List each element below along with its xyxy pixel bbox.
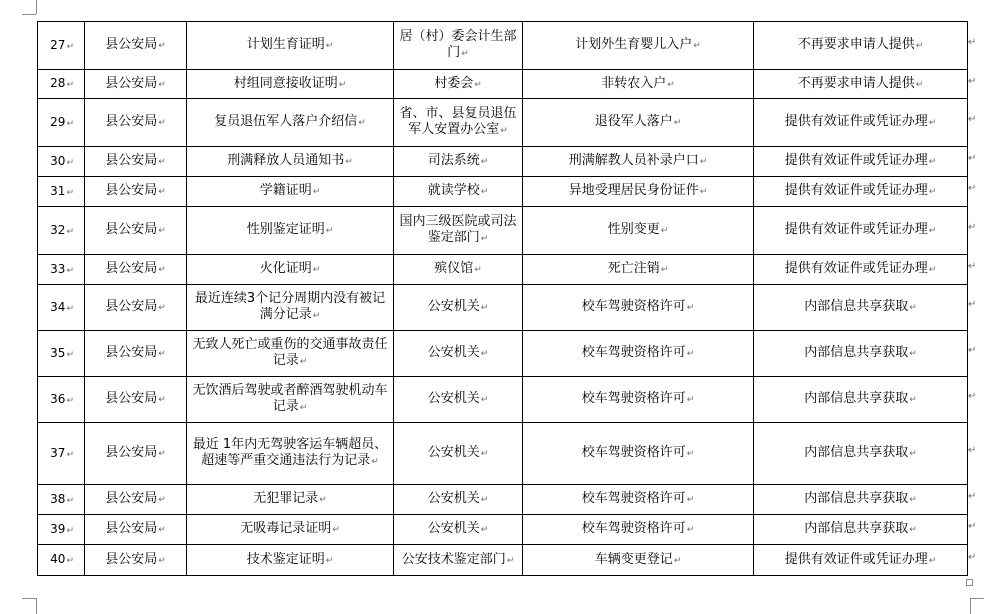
row-number-text: 30 (50, 153, 66, 168)
paragraph-mark: ↵ (66, 118, 74, 129)
department-text: 县公安局 (105, 153, 158, 168)
row-number-cell[interactable] (38, 147, 85, 177)
row-end-mark: ↵ (968, 552, 977, 563)
table-row (38, 331, 968, 377)
handling-method-cell[interactable] (754, 255, 968, 285)
material-cell[interactable] (187, 331, 394, 377)
paragraph-mark: ↵ (909, 349, 917, 359)
row-number-text: 40 (50, 552, 66, 566)
issuer-cell[interactable] (394, 423, 523, 485)
row-number-cell[interactable] (38, 485, 85, 515)
material-text: 性别鉴定证明 (246, 222, 325, 237)
paragraph-mark: ↵ (673, 555, 682, 566)
row-end-mark: ↵ (968, 345, 977, 356)
issuer-cell[interactable] (394, 255, 523, 285)
paragraph-mark: ↵ (158, 187, 166, 197)
handling-method-text: 内部信息共享获取 (804, 445, 909, 460)
service-item-cell[interactable] (523, 331, 754, 377)
paragraph-mark: ↵ (158, 226, 166, 236)
row-number-cell[interactable] (38, 255, 85, 285)
paragraph-mark: ↵ (299, 403, 308, 413)
service-item-text: 校车驾驶资格许可 (581, 345, 686, 360)
department-cell[interactable] (85, 331, 187, 377)
row-number-cell[interactable] (38, 177, 85, 207)
paragraph-mark: ↵ (66, 449, 74, 460)
handling-method-cell[interactable] (754, 331, 968, 377)
service-item-text: 退役军人落户 (594, 114, 673, 129)
issuer-text: 公安机关 (427, 445, 480, 460)
row-number-cell[interactable] (38, 99, 85, 147)
material-cell[interactable] (187, 377, 394, 423)
service-item-text: 性别变更 (607, 222, 660, 237)
paragraph-mark: ↵ (480, 157, 489, 167)
material-cell[interactable] (187, 207, 394, 255)
department-text: 县公安局 (105, 299, 158, 314)
paragraph-mark: ↵ (909, 303, 917, 313)
department-cell[interactable] (85, 70, 187, 99)
paragraph-mark: ↵ (928, 187, 937, 197)
issuer-text: 公安机关 (427, 391, 480, 406)
handling-method-text: 不再要求申请人提供 (797, 37, 915, 52)
row-number-cell[interactable] (38, 377, 85, 423)
paragraph-mark: ↵ (158, 395, 166, 405)
row-end-mark: ↵ (968, 37, 977, 48)
paragraph-mark: ↵ (371, 457, 379, 467)
paragraph-mark: ↵ (506, 555, 515, 566)
department-cell[interactable] (85, 22, 187, 70)
table-resize-handle[interactable] (966, 579, 973, 586)
row-end-mark: ↵ (968, 261, 977, 272)
handling-method-cell[interactable] (754, 70, 968, 99)
paragraph-mark: ↵ (158, 157, 166, 167)
department-cell[interactable] (85, 255, 187, 285)
handling-method-text: 提供有效证件或凭证办理 (784, 153, 928, 168)
material-text: 无吸毒记录证明 (240, 521, 332, 536)
paragraph-mark: ↵ (693, 41, 701, 51)
issuer-cell[interactable] (394, 207, 523, 255)
row-end-mark: ↵ (968, 114, 977, 125)
material-cell[interactable] (187, 70, 394, 99)
material-text: 技术鉴定证明 (246, 551, 325, 567)
table-row (38, 99, 968, 147)
issuer-text: 司法系统 (427, 153, 480, 168)
service-item-cell[interactable] (523, 99, 754, 147)
row-end-mark: ↵ (968, 299, 977, 310)
service-item-cell[interactable] (523, 177, 754, 207)
table-row (38, 515, 968, 545)
department-cell[interactable] (85, 377, 187, 423)
row-number-cell[interactable] (38, 331, 85, 377)
paragraph-mark: ↵ (312, 265, 321, 275)
material-cell[interactable] (187, 423, 394, 485)
row-number-text: 39 (50, 521, 66, 536)
row-number-text: 38 (50, 491, 66, 506)
paragraph-mark: ↵ (928, 118, 937, 128)
service-item-text: 死亡注销 (607, 261, 660, 276)
handling-method-text: 内部信息共享获取 (804, 521, 909, 536)
service-item-cell[interactable] (523, 147, 754, 177)
handling-method-text: 内部信息共享获取 (804, 299, 909, 314)
row-number-text: 29 (50, 114, 66, 129)
issuer-text: 公安机关 (427, 299, 480, 314)
paragraph-mark: ↵ (158, 495, 166, 505)
service-item-text: 校车驾驶资格许可 (581, 445, 686, 460)
paragraph-mark: ↵ (66, 495, 74, 506)
handling-method-text: 提供有效证件或凭证办理 (784, 222, 928, 237)
table-row (38, 22, 968, 70)
issuer-cell[interactable] (394, 99, 523, 147)
row-end-mark: ↵ (968, 183, 977, 194)
row-number-text: 35 (50, 345, 66, 360)
department-text: 县公安局 (105, 183, 158, 198)
paragraph-mark: ↵ (928, 226, 937, 236)
service-item-text: 校车驾驶资格许可 (581, 521, 686, 536)
table-row (38, 285, 968, 331)
handling-method-text: 内部信息共享获取 (804, 491, 909, 506)
row-end-mark: ↵ (968, 222, 977, 233)
handling-method-cell[interactable] (754, 545, 968, 576)
paragraph-mark: ↵ (158, 303, 166, 313)
row-end-mark: ↵ (968, 391, 977, 402)
paragraph-mark: ↵ (480, 234, 489, 244)
service-item-text: 校车驾驶资格许可 (581, 491, 686, 506)
department-cell[interactable] (85, 485, 187, 515)
crop-mark-top-left (22, 14, 36, 15)
paragraph-mark: ↵ (66, 395, 74, 406)
issuer-text: 就读学校 (427, 183, 480, 198)
material-text: 刑满释放人员通知书 (227, 153, 345, 168)
department-text: 县公安局 (105, 391, 158, 406)
paragraph-mark: ↵ (480, 495, 489, 505)
paragraph-mark: ↵ (480, 525, 489, 535)
paragraph-mark: ↵ (66, 525, 74, 536)
paragraph-mark: ↵ (66, 556, 74, 566)
paragraph-mark: ↵ (686, 495, 695, 505)
paragraph-mark: ↵ (66, 265, 74, 276)
paragraph-mark: ↵ (319, 495, 327, 505)
material-cell[interactable] (187, 515, 394, 545)
paragraph-mark: ↵ (673, 118, 682, 128)
issuer-text: 国内三级医院或司法鉴定部门 (399, 214, 517, 245)
table-row (38, 377, 968, 423)
paragraph-mark: ↵ (928, 555, 937, 566)
service-item-text: 刑满解教人员补录户口 (568, 153, 699, 168)
paragraph-mark: ↵ (686, 349, 695, 359)
paragraph-mark: ↵ (158, 555, 166, 566)
material-text: 火化证明 (259, 261, 312, 276)
paragraph-mark: ↵ (299, 357, 308, 367)
table-row (38, 255, 968, 285)
department-cell[interactable] (85, 147, 187, 177)
paragraph-mark: ↵ (325, 555, 334, 566)
paragraph-mark: ↵ (158, 118, 166, 128)
row-number-text: 36 (50, 391, 66, 406)
row-number-cell[interactable] (38, 515, 85, 545)
crop-mark-bottom-right (970, 598, 984, 599)
paragraph-mark: ↵ (158, 79, 166, 90)
service-item-cell[interactable] (523, 485, 754, 515)
department-cell[interactable] (85, 423, 187, 485)
handling-method-cell[interactable] (754, 285, 968, 331)
table-row (38, 485, 968, 515)
department-text: 县公安局 (105, 222, 158, 237)
paragraph-mark: ↵ (480, 187, 489, 197)
paragraph-mark: ↵ (66, 349, 74, 360)
issuer-text: 省、市、县复员退伍军人安置办公室 (399, 106, 517, 137)
paragraph-mark: ↵ (480, 449, 489, 459)
handling-method-cell[interactable] (754, 423, 968, 485)
paragraph-mark: ↵ (461, 49, 469, 59)
row-number-text: 31 (50, 183, 66, 198)
material-cell[interactable] (187, 545, 394, 576)
material-cell[interactable] (187, 177, 394, 207)
material-text: 无犯罪记录 (253, 491, 319, 506)
row-number-cell[interactable] (38, 423, 85, 485)
handling-method-text: 内部信息共享获取 (804, 345, 909, 360)
service-item-text: 校车驾驶资格许可 (581, 299, 686, 314)
issuer-cell[interactable] (394, 485, 523, 515)
department-text: 县公安局 (105, 345, 158, 360)
department-text: 县公安局 (105, 37, 158, 52)
paragraph-mark: ↵ (686, 303, 695, 313)
paragraph-mark: ↵ (345, 157, 353, 167)
department-text: 县公安局 (105, 521, 158, 536)
crop-mark-top-left (36, 0, 37, 14)
row-number-text: 27 (50, 37, 66, 52)
material-cell[interactable] (187, 255, 394, 285)
service-item-text: 异地受理居民身份证件 (568, 183, 699, 198)
department-text: 县公安局 (105, 491, 158, 506)
paragraph-mark: ↵ (66, 80, 74, 90)
table-row (38, 207, 968, 255)
paragraph-mark: ↵ (474, 265, 482, 275)
handling-method-text: 提供有效证件或凭证办理 (784, 551, 928, 567)
table-row (38, 545, 968, 576)
issuer-cell[interactable] (394, 22, 523, 70)
issuer-cell[interactable] (394, 515, 523, 545)
service-item-cell[interactable] (523, 377, 754, 423)
department-cell[interactable] (85, 285, 187, 331)
paragraph-mark: ↵ (66, 187, 74, 198)
service-item-text: 非转农入户 (601, 75, 667, 91)
row-number-text: 28 (50, 76, 66, 90)
paragraph-mark: ↵ (909, 449, 917, 459)
department-text: 县公安局 (105, 75, 158, 91)
paragraph-mark: ↵ (928, 157, 937, 167)
paragraph-mark: ↵ (358, 118, 366, 128)
handling-method-cell[interactable] (754, 485, 968, 515)
service-item-cell[interactable] (523, 545, 754, 576)
department-cell[interactable] (85, 515, 187, 545)
paragraph-mark: ↵ (699, 157, 708, 167)
service-item-cell[interactable] (523, 70, 754, 99)
paragraph-mark: ↵ (480, 395, 489, 405)
paragraph-mark: ↵ (474, 79, 482, 90)
material-text: 最近 1年内无驾驶客运车辆超员、超速等严重交通违法行为记录 (192, 437, 388, 468)
handling-method-text: 提供有效证件或凭证办理 (784, 261, 928, 276)
handling-method-cell[interactable] (754, 377, 968, 423)
paragraph-mark: ↵ (667, 79, 675, 90)
material-cell[interactable] (187, 147, 394, 177)
row-number-text: 34 (50, 299, 66, 314)
row-number-cell[interactable] (38, 285, 85, 331)
crop-mark-bottom-left (36, 598, 37, 614)
issuer-cell[interactable] (394, 177, 523, 207)
issuer-cell[interactable] (394, 377, 523, 423)
department-cell[interactable] (85, 207, 187, 255)
paragraph-mark: ↵ (699, 187, 708, 197)
handling-method-cell[interactable] (754, 99, 968, 147)
issuer-text: 公安机关 (427, 521, 480, 536)
handling-method-text: 提供有效证件或凭证办理 (784, 114, 928, 129)
paragraph-mark: ↵ (915, 79, 924, 90)
paragraph-mark: ↵ (158, 349, 166, 359)
paragraph-mark: ↵ (312, 311, 321, 321)
material-cell[interactable] (187, 22, 394, 70)
row-end-mark: ↵ (968, 153, 977, 164)
row-number-cell[interactable] (38, 545, 85, 576)
paragraph-mark: ↵ (66, 226, 74, 237)
department-text: 县公安局 (105, 445, 158, 460)
crop-mark-bottom-left (22, 598, 36, 599)
paragraph-mark: ↵ (660, 265, 669, 275)
service-item-cell[interactable] (523, 423, 754, 485)
row-number-cell[interactable] (38, 70, 85, 99)
row-end-mark: ↵ (968, 491, 977, 502)
paragraph-mark: ↵ (909, 495, 917, 505)
issuer-text: 公安机关 (427, 345, 480, 360)
row-end-mark: ↵ (968, 76, 977, 87)
paragraph-mark: ↵ (158, 449, 166, 459)
service-item-cell[interactable] (523, 515, 754, 545)
table-row (38, 147, 968, 177)
issuer-text: 公安机关 (427, 491, 480, 506)
material-text: 最近连续3个记分周期内没有被记满分记录 (194, 291, 386, 322)
service-item-cell[interactable] (523, 285, 754, 331)
department-text: 县公安局 (105, 114, 158, 129)
paragraph-mark: ↵ (332, 525, 340, 535)
paragraph-mark: ↵ (325, 41, 334, 51)
department-text: 县公安局 (105, 551, 158, 567)
paragraph-mark: ↵ (660, 226, 669, 236)
handling-method-text: 不再要求申请人提供 (797, 75, 915, 91)
material-text: 村组同意接收证明 (233, 75, 338, 91)
service-item-cell[interactable] (523, 255, 754, 285)
department-cell[interactable] (85, 99, 187, 147)
paragraph-mark: ↵ (500, 126, 508, 136)
material-cell[interactable] (187, 99, 394, 147)
paragraph-mark: ↵ (915, 41, 924, 51)
paragraph-mark: ↵ (686, 449, 695, 459)
service-item-cell[interactable] (523, 22, 754, 70)
table-row (38, 70, 968, 99)
issuer-text: 村委会 (434, 75, 474, 91)
issuer-cell[interactable] (394, 147, 523, 177)
material-text: 无致人死亡或重伤的交通事故责任记录 (192, 337, 388, 368)
paragraph-mark: ↵ (338, 79, 347, 90)
handling-method-text: 提供有效证件或凭证办理 (784, 183, 928, 198)
issuer-cell[interactable] (394, 70, 523, 99)
material-text: 学籍证明 (259, 183, 312, 198)
paragraph-mark: ↵ (312, 187, 321, 197)
row-number-cell[interactable] (38, 22, 85, 70)
row-number-text: 32 (50, 222, 66, 237)
paragraph-mark: ↵ (158, 525, 166, 535)
handling-method-cell[interactable] (754, 22, 968, 70)
issuer-text: 居（村）委会计生部门 (399, 29, 517, 60)
paragraph-mark: ↵ (66, 41, 74, 52)
handling-method-cell[interactable] (754, 207, 968, 255)
department-cell[interactable] (85, 177, 187, 207)
row-number-cell[interactable] (38, 207, 85, 255)
table-row (38, 423, 968, 485)
handling-method-cell[interactable] (754, 177, 968, 207)
row-end-mark: ↵ (968, 445, 977, 456)
certificate-table (37, 21, 968, 576)
material-cell[interactable] (187, 285, 394, 331)
material-cell[interactable] (187, 485, 394, 515)
paragraph-mark: ↵ (158, 265, 166, 275)
issuer-cell[interactable] (394, 285, 523, 331)
service-item-text: 校车驾驶资格许可 (581, 391, 686, 406)
paragraph-mark: ↵ (686, 525, 695, 535)
issuer-cell[interactable] (394, 331, 523, 377)
department-cell[interactable] (85, 545, 187, 576)
paragraph-mark: ↵ (158, 41, 166, 51)
service-item-text: 车辆变更登记 (594, 551, 673, 567)
handling-method-cell[interactable] (754, 515, 968, 545)
paragraph-mark: ↵ (480, 303, 489, 313)
department-text: 县公安局 (105, 261, 158, 276)
service-item-cell[interactable] (523, 207, 754, 255)
paragraph-mark: ↵ (686, 395, 695, 405)
paragraph-mark: ↵ (66, 303, 74, 314)
row-number-text: 37 (50, 445, 66, 460)
paragraph-mark: ↵ (909, 395, 917, 405)
table-row (38, 177, 968, 207)
material-text: 无饮酒后驾驶或者醉酒驾驶机动车记录 (192, 383, 388, 414)
material-text: 计划生育证明 (246, 37, 325, 52)
issuer-text: 殡仪馆 (434, 261, 474, 276)
paragraph-mark: ↵ (928, 265, 937, 275)
paragraph-mark: ↵ (325, 226, 334, 236)
issuer-cell[interactable] (394, 545, 523, 576)
paragraph-mark: ↵ (909, 525, 917, 535)
service-item-text: 计划外生育婴儿入户 (575, 37, 693, 52)
handling-method-text: 内部信息共享获取 (804, 391, 909, 406)
handling-method-cell[interactable] (754, 147, 968, 177)
issuer-text: 公安技术鉴定部门 (401, 551, 506, 567)
paragraph-mark: ↵ (66, 157, 74, 168)
row-number-text: 33 (50, 261, 66, 276)
crop-mark-bottom-right (970, 598, 971, 614)
material-text: 复员退伍军人落户介绍信 (214, 114, 358, 129)
paragraph-mark: ↵ (480, 349, 489, 359)
row-end-mark: ↵ (968, 521, 977, 532)
